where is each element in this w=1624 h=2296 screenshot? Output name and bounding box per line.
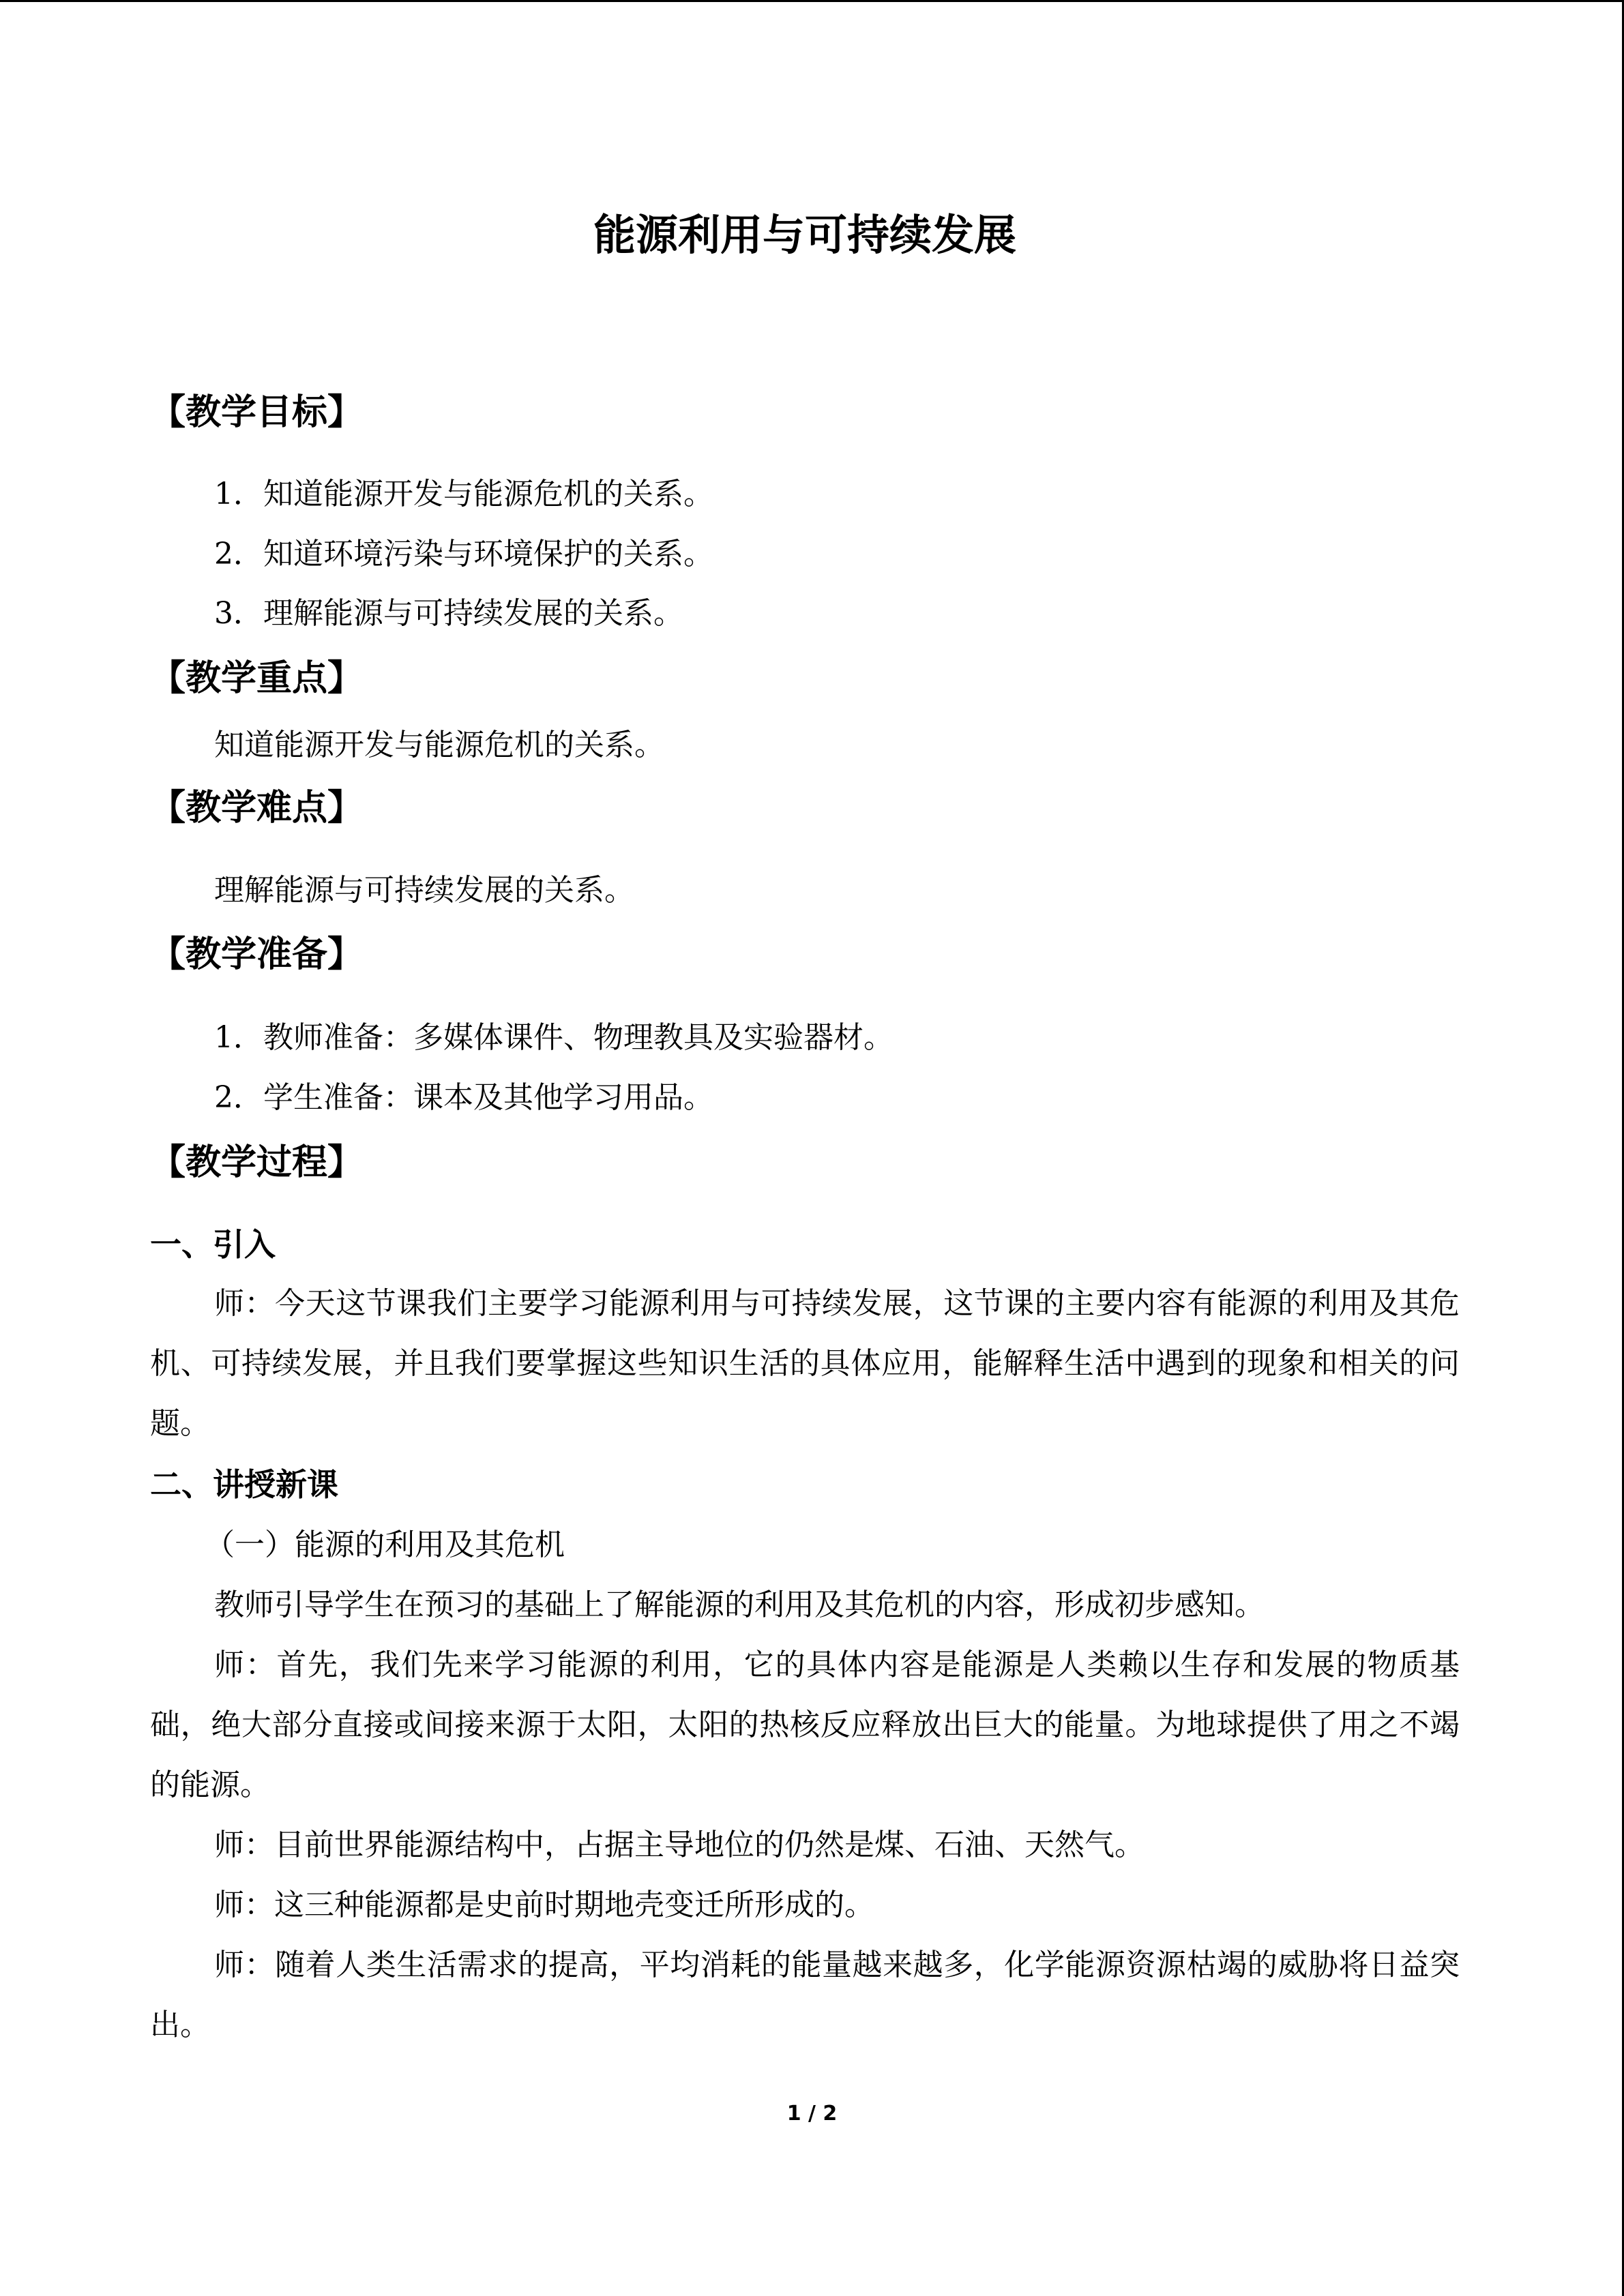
preparation-item: 1．教师准备：多媒体课件、物理教具及实验器材。 bbox=[214, 1020, 894, 1055]
key-point-text: 知道能源开发与能源危机的关系。 bbox=[214, 728, 664, 762]
key-point-heading: 【教学重点】 bbox=[150, 658, 364, 699]
subsection-heading: （一）能源的利用及其危机 bbox=[205, 1527, 565, 1562]
body-paragraph: 师：首先，我们先来学习能源的利用，它的具体内容是能源是人类赖以生存和发展的物质基础，绝大部分直接或间接来源于太阳，太阳的热核反应释放出巨大的能量。为地球提供了用之不竭的能源。 bbox=[150, 1648, 1460, 1802]
process-heading: 【教学过程】 bbox=[150, 1142, 364, 1183]
objective-item: 2．知道环境污染与环境保护的关系。 bbox=[214, 537, 713, 571]
intro-heading: 一、引入 bbox=[150, 1226, 276, 1263]
difficulty-heading: 【教学难点】 bbox=[150, 788, 364, 829]
body-paragraph: 师：目前世界能源结构中，占据主导地位的仍然是煤、石油、天然气。 bbox=[214, 1828, 1145, 1862]
objective-item: 1．知道能源开发与能源危机的关系。 bbox=[214, 477, 713, 511]
objectives-heading: 【教学目标】 bbox=[150, 392, 364, 433]
document-title: 能源利用与可持续发展 bbox=[593, 210, 1016, 260]
preparation-heading: 【教学准备】 bbox=[150, 934, 364, 975]
body-paragraph: 师：这三种能源都是史前时期地壳变迁所形成的。 bbox=[214, 1888, 874, 1922]
difficulty-text: 理解能源与可持续发展的关系。 bbox=[214, 873, 634, 908]
page-number: 1 / 2 bbox=[786, 2102, 838, 2126]
new-lesson-heading: 二、讲授新课 bbox=[150, 1466, 338, 1503]
intro-paragraph: 师：今天这节课我们主要学习能源利用与可持续发展，这节课的主要内容有能源的利用及其危机、可持续发展，并且我们要掌握这些知识生活的具体应用，能解释生活中遇到的现象和相关的问题。 bbox=[150, 1286, 1460, 1441]
preparation-item: 2．学生准备：课本及其他学习用品。 bbox=[214, 1080, 713, 1115]
body-paragraph: 教师引导学生在预习的基础上了解能源的利用及其危机的内容，形成初步感知。 bbox=[214, 1587, 1265, 1622]
objective-item: 3．理解能源与可持续发展的关系。 bbox=[214, 596, 683, 631]
body-paragraph: 师：随着人类生活需求的提高，平均消耗的能量越来越多，化学能源资源枯竭的威胁将日益突出。 bbox=[150, 1948, 1460, 2042]
